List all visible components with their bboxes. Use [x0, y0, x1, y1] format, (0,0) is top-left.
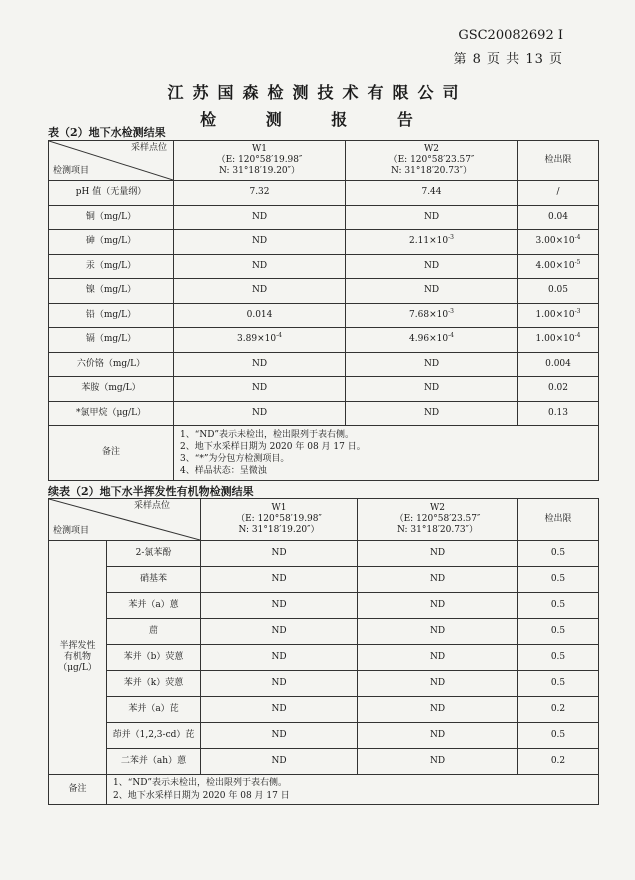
w2-value-cell: $2.11\times 10^{-3}$: [346, 230, 518, 255]
limit-cell: 0.5: [518, 567, 599, 593]
w1-value-cell: ND: [174, 279, 346, 304]
item-cell: 二苯并（ah）蒽: [107, 749, 201, 775]
limit-cell: 0.5: [518, 671, 599, 697]
limit-cell: 0.13: [518, 401, 599, 426]
item-cell: 䓛: [107, 619, 201, 645]
w1-value-cell: 0.014: [174, 303, 346, 328]
w2-value-cell: $4.96\times 10^{-4}$: [346, 328, 518, 353]
w2-value-cell: ND: [346, 254, 518, 279]
corner-bottom-label: 检测项目: [53, 165, 90, 176]
w1-value-cell: ND: [174, 230, 346, 255]
w2-value-cell: ND: [358, 619, 518, 645]
limit-cell: 0.5: [518, 723, 599, 749]
w1-value-cell: ND: [174, 352, 346, 377]
limit-cell: 0.04: [518, 205, 599, 230]
w1-value-cell: ND: [201, 619, 358, 645]
w2-value-cell: ND: [358, 567, 518, 593]
document-title: 检 测 报 告: [200, 110, 435, 129]
report-number: GSC20082692 I: [458, 28, 563, 43]
limit-cell: 0.05: [518, 279, 599, 304]
w1-value-cell: $3.89\times 10^{-4}$: [174, 328, 346, 353]
w2-value-cell: $7.68\times 10^{-3}$: [346, 303, 518, 328]
table-row: [49, 401, 599, 426]
table1-caption: 表（2）地下水检测结果: [48, 126, 166, 139]
table-row: [49, 328, 599, 353]
item-cell: 汞（mg/L）: [49, 254, 174, 279]
table-row: [49, 377, 599, 402]
table-row: [49, 671, 599, 697]
item-cell: 苯胺（mg/L）: [49, 377, 174, 402]
groundwater-results-table: [48, 140, 599, 481]
remark-label: 备注: [49, 775, 107, 805]
item-cell: 2-氯苯酚: [107, 541, 201, 567]
w1-value-cell: ND: [201, 697, 358, 723]
table-row: [49, 567, 599, 593]
item-cell: 茚并（1,2,3-cd）芘: [107, 723, 201, 749]
column-header-limit: 检出限: [518, 499, 599, 541]
limit-cell: $3.00\times 10^{-4}$: [518, 230, 599, 255]
item-cell: *氯甲烷（μg/L）: [49, 401, 174, 426]
w1-value-cell: ND: [201, 671, 358, 697]
table-row: [49, 541, 599, 567]
w2-value-cell: ND: [358, 723, 518, 749]
table-row: [49, 279, 599, 304]
limit-cell: 0.5: [518, 645, 599, 671]
item-cell: 六价铬（mg/L）: [49, 352, 174, 377]
w2-value-cell: ND: [358, 749, 518, 775]
table-row: [49, 749, 599, 775]
limit-cell: 0.5: [518, 619, 599, 645]
w1-value-cell: ND: [174, 401, 346, 426]
remark-text: 1、“ND”表示未检出，检出限列于表右侧。 2、地下水采样日期为 2020 年 08 月 17 日。 3、“*”为分包方检测项目。 4、样品状态：呈微浊: [174, 426, 599, 481]
limit-cell: $1.00\times 10^{-4}$: [518, 328, 599, 353]
table2-caption: 续表（2）地下水半挥发性有机物检测结果: [48, 485, 254, 498]
limit-cell: /: [518, 181, 599, 206]
table-row: [49, 697, 599, 723]
table-row: [49, 254, 599, 279]
item-cell: 镍（mg/L）: [49, 279, 174, 304]
limit-cell: 0.004: [518, 352, 599, 377]
column-header-limit: 检出限: [518, 141, 599, 181]
w2-value-cell: ND: [346, 377, 518, 402]
w2-value-cell: ND: [346, 279, 518, 304]
w1-value-cell: ND: [201, 749, 358, 775]
w1-value-cell: ND: [201, 567, 358, 593]
w1-value-cell: ND: [201, 723, 358, 749]
table1-corner-cell: [49, 141, 174, 181]
w2-value-cell: ND: [358, 593, 518, 619]
w2-value-cell: ND: [346, 352, 518, 377]
item-cell: 苯并（k）荧蒽: [107, 671, 201, 697]
limit-cell: $1.00\times 10^{-3}$: [518, 303, 599, 328]
column-header-w2: W2 （E: 120°58′23.57″ N: 31°18′20.73″）: [346, 141, 518, 181]
limit-cell: 0.2: [518, 697, 599, 723]
item-cell: 硝基苯: [107, 567, 201, 593]
group-label-cell: 半挥发性 有机物 （μg/L）: [49, 541, 107, 775]
corner-top-label: 采样点位: [133, 501, 170, 511]
limit-cell: $4.00\times 10^{-5}$: [518, 254, 599, 279]
column-header-w2: W2 （E: 120°58′23.57″ N: 31°18′20.73″）: [358, 499, 518, 541]
w2-value-cell: ND: [346, 205, 518, 230]
table2-corner-cell: [49, 499, 201, 541]
item-cell: 砷（mg/L）: [49, 230, 174, 255]
table-row: [49, 230, 599, 255]
w1-value-cell: ND: [201, 645, 358, 671]
table-row: [49, 645, 599, 671]
company-name: 江苏国森检测技术有限公司: [167, 83, 468, 102]
remark-label: 备注: [49, 426, 174, 481]
w2-value-cell: ND: [358, 697, 518, 723]
table-row: [49, 303, 599, 328]
w1-value-cell: ND: [174, 254, 346, 279]
w1-value-cell: ND: [174, 377, 346, 402]
item-cell: 铅（mg/L）: [49, 303, 174, 328]
w1-value-cell: ND: [201, 541, 358, 567]
table-row: [49, 181, 599, 206]
limit-cell: 0.2: [518, 749, 599, 775]
w2-value-cell: ND: [358, 671, 518, 697]
page-number: 第 8 页 共 13 页: [453, 52, 563, 67]
table-row: [49, 723, 599, 749]
table-row: [49, 593, 599, 619]
limit-cell: 0.5: [518, 593, 599, 619]
corner-top-label: 采样点位: [130, 143, 167, 153]
w1-value-cell: ND: [174, 205, 346, 230]
table-row: [49, 619, 599, 645]
table-row: [49, 205, 599, 230]
item-cell: pH 值（无量纲）: [49, 181, 174, 206]
column-header-w1: W1 （E: 120°58′19.98″ N: 31°18′19.20″）: [201, 499, 358, 541]
w2-value-cell: ND: [346, 401, 518, 426]
item-cell: 铜（mg/L）: [49, 205, 174, 230]
table-row: [49, 352, 599, 377]
w1-value-cell: 7.32: [174, 181, 346, 206]
item-cell: 镉（mg/L）: [49, 328, 174, 353]
item-cell: 苯并（b）荧蒽: [107, 645, 201, 671]
item-cell: 苯并（a）芘: [107, 697, 201, 723]
w2-value-cell: 7.44: [346, 181, 518, 206]
w2-value-cell: ND: [358, 541, 518, 567]
item-cell: 苯并（a）蒽: [107, 593, 201, 619]
w1-value-cell: ND: [201, 593, 358, 619]
remark-text: 1、“ND”表示未检出，检出限列于表右侧。 2、地下水采样日期为 2020 年 08 月 17 日: [107, 775, 599, 805]
limit-cell: 0.5: [518, 541, 599, 567]
limit-cell: 0.02: [518, 377, 599, 402]
semivolatile-results-table: [48, 498, 599, 805]
w2-value-cell: ND: [358, 645, 518, 671]
column-header-w1: W1 （E: 120°58′19.98″ N: 31°18′19.20″）: [174, 141, 346, 181]
corner-bottom-label: 检测项目: [53, 525, 90, 536]
